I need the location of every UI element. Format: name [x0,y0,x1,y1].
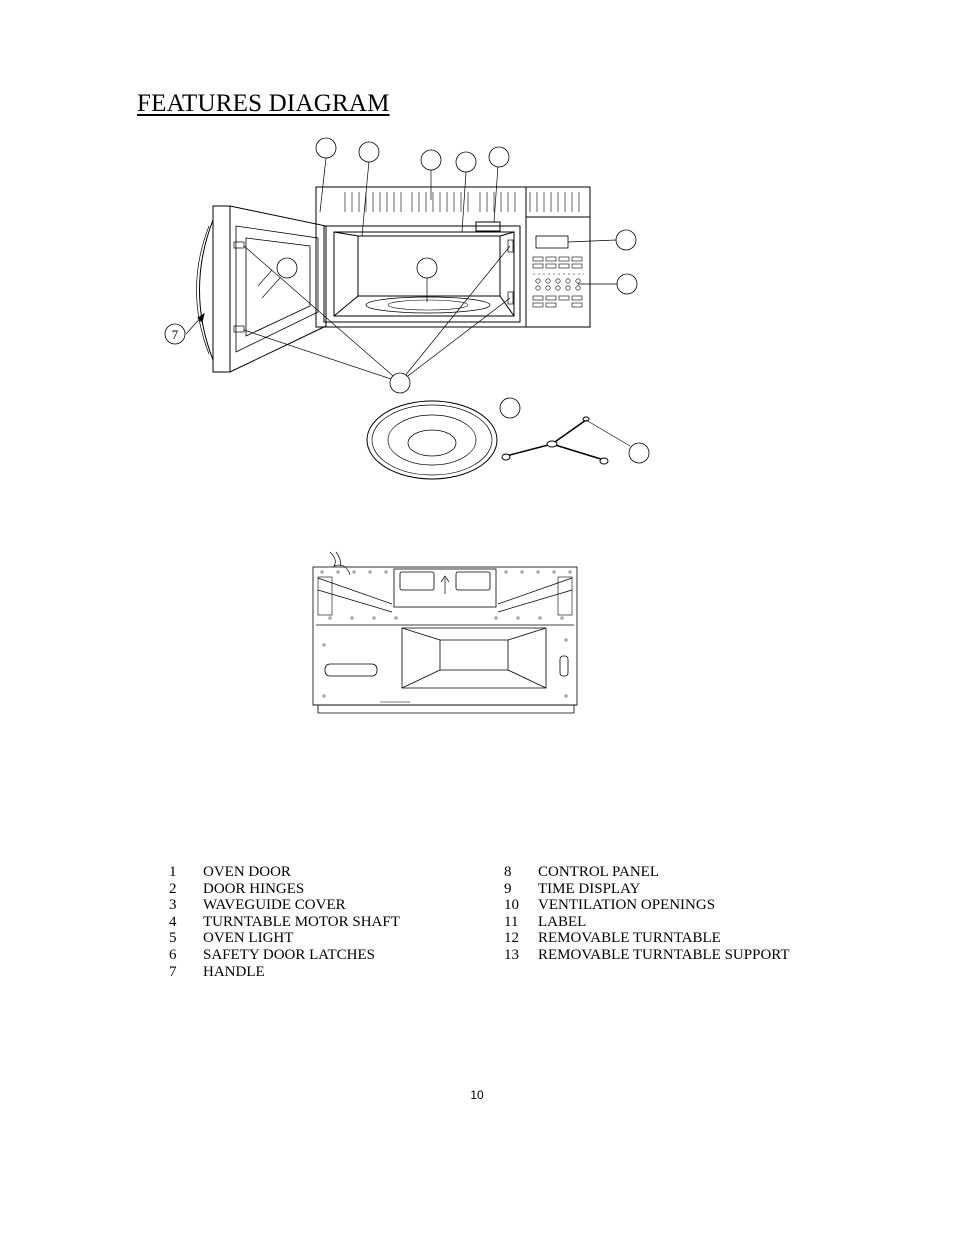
legend-item: 2 DOOR HINGES [169,880,305,897]
legend-item: 8 CONTROL PANEL [504,864,659,880]
legend-right [504,864,790,964]
legend-item: 12 REMOVABLE TURNTABLE [504,930,721,947]
legend-left [169,864,400,980]
oven-door-drawing [197,206,327,372]
ventilation-openings [345,192,579,212]
rear-view-illustration [313,552,577,713]
microwave-illustration [165,138,649,479]
legend-item: 11 LABEL [504,913,587,930]
legend-item: 3 WAVEGUIDE COVER [169,897,346,914]
page-number: 10 [470,1088,484,1102]
legend-item: 6 SAFETY DOOR LATCHES [169,946,375,963]
handle-callout-number: 7 [171,327,179,342]
legend-item: 1 OVEN DOOR [169,864,291,880]
legend-item: 10 VENTILATION OPENINGS [504,897,716,914]
page-title: FEATURES DIAGRAM [137,90,390,117]
turntable-support-drawing [502,417,630,464]
legend-item: 13 REMOVABLE TURNTABLE SUPPORT [504,946,790,963]
legend-item: 5 OVEN LIGHT [169,930,294,947]
legend-item: 9 TIME DISPLAY [504,880,641,897]
legend-item: 7 HANDLE [169,963,265,980]
legend-item: 4 TURNTABLE MOTOR SHAFT [169,913,400,930]
handle-drawing [200,220,214,360]
turntable-drawing [367,401,497,479]
time-display-drawing [536,236,568,248]
control-panel-drawing [526,217,590,327]
